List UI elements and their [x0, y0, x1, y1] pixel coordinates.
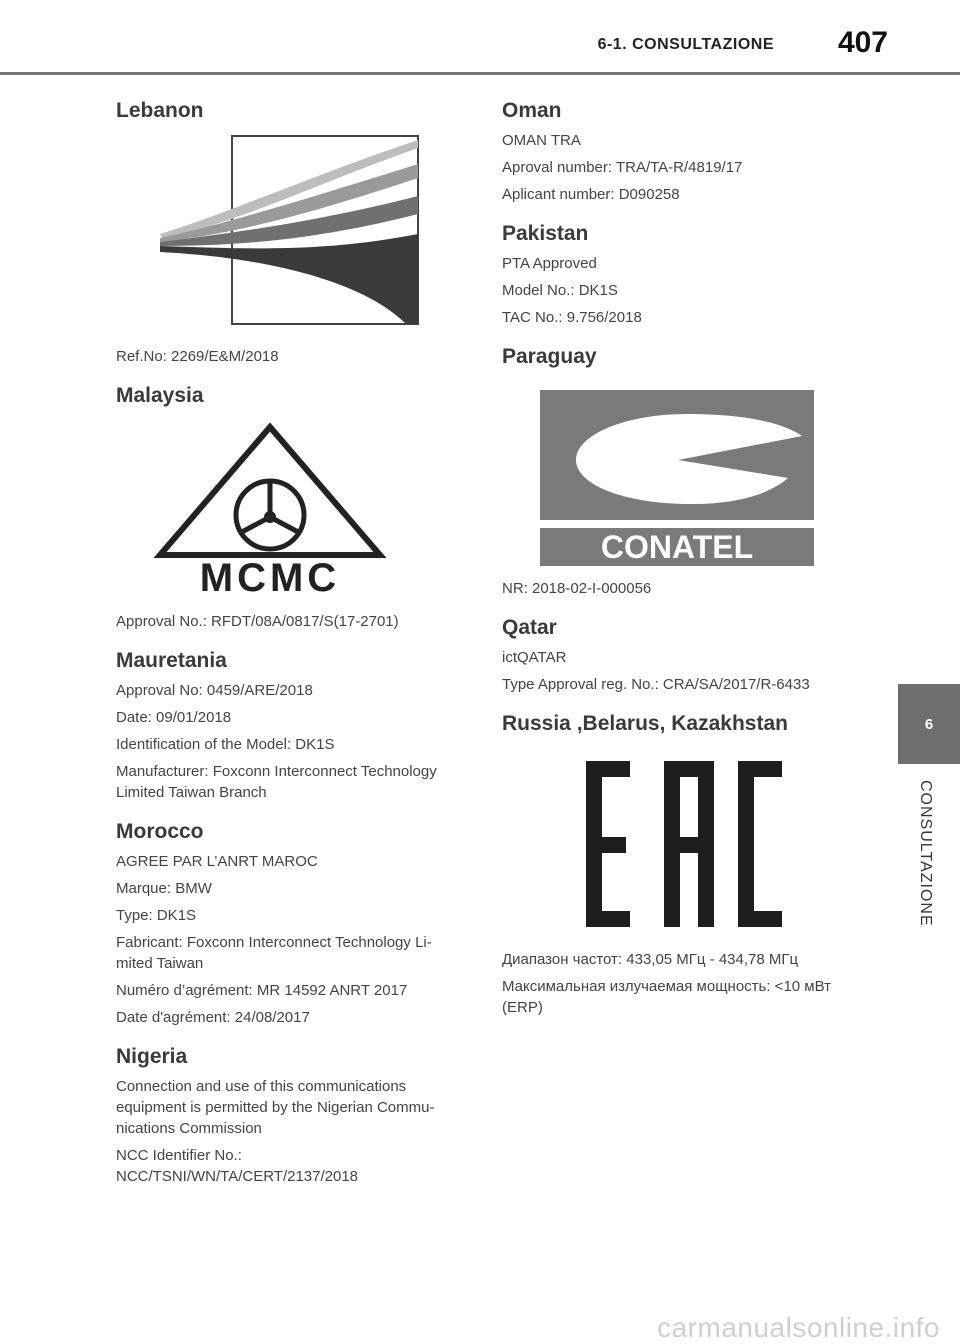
header-divider	[0, 72, 960, 75]
paraguay-line: NR: 2018-02-I-000056	[502, 580, 652, 597]
section-oman	[502, 96, 862, 205]
qatar-line: ictQATAR	[502, 649, 567, 666]
morocco-line: AGREE PAR L’ANRT MAROC	[116, 853, 318, 870]
mauretania-line: Identification of the Model: DK1S	[116, 736, 335, 753]
russia-line: Максимальная излучаемая мощность: <10 мВт (ERP)	[502, 978, 831, 1016]
section-title: 6-1. CONSULTAZIONE	[597, 36, 774, 53]
section-paraguay	[502, 342, 862, 599]
morocco-line: Fabricant: Foxconn Interconnect Technology Li-mited Taiwan	[116, 934, 432, 972]
mauretania-line: Manufacturer: Foxconn Interconnect Technology Limited Taiwan Branch	[116, 763, 437, 801]
mcmc-logo	[116, 419, 426, 599]
section-lebanon	[116, 96, 468, 367]
heading-paraguay: Paraguay	[502, 345, 597, 368]
malaysia-line: Approval No.: RFDT/08A/0817/S(17-2701)	[116, 613, 399, 630]
lebanon-line: Ref.No: 2269/E&M/2018	[116, 348, 279, 365]
pakistan-line: Model No.: DK1S	[502, 282, 618, 299]
conatel-logo	[502, 380, 862, 566]
section-russia	[502, 709, 862, 1018]
nigeria-line: NCC Identifier No.: NCC/TSNI/WN/TA/CERT/2137/2018	[116, 1147, 359, 1185]
section-malaysia	[116, 381, 468, 632]
eac-logo	[502, 747, 862, 937]
oman-line: Aproval number: TRA/TA-R/4819/17	[502, 159, 743, 176]
oman-line: Aplicant number: D090258	[502, 186, 680, 203]
morocco-line: Type: DK1S	[116, 907, 197, 924]
morocco-line: Marque: BMW	[116, 880, 212, 897]
heading-morocco: Morocco	[116, 820, 204, 843]
right-column	[502, 96, 862, 1032]
heading-oman: Oman	[502, 99, 562, 122]
conatel-logo-text: CONATEL	[600, 529, 754, 565]
page-header	[0, 0, 960, 76]
left-column	[116, 96, 468, 1201]
heading-lebanon: Lebanon	[116, 99, 204, 122]
heading-malaysia: Malaysia	[116, 384, 204, 407]
heading-nigeria: Nigeria	[116, 1045, 188, 1068]
pakistan-line: PTA Approved	[502, 255, 597, 272]
qatar-line: Type Approval reg. No.: CRA/SA/2017/R-6433	[502, 676, 810, 693]
chapter-label: CONSULTAZIONE	[917, 780, 934, 927]
morocco-line: Date d'agrément: 24/08/2017	[116, 1009, 310, 1026]
nigeria-line: Connection and use of this communications equipment is permitted by the Nigerian Commu-nications Commission	[116, 1078, 435, 1137]
heading-russia: Russia ,Belarus, Kazakhstan	[502, 712, 788, 735]
russia-line: Диапазон частот: 433,05 МГц - 434,78 МГц	[502, 951, 799, 968]
chapter-tab[interactable]: 6	[898, 684, 960, 764]
mauretania-line: Approval No: 0459/ARE/2018	[116, 682, 313, 699]
page-number: 407	[837, 26, 888, 59]
mcmc-logo-text: MCMC	[199, 556, 341, 599]
watermark: carmanualsonline.info	[657, 1312, 940, 1343]
mauretania-line: Date: 09/01/2018	[116, 709, 232, 726]
heading-pakistan: Pakistan	[502, 222, 589, 245]
section-mauretania	[116, 646, 468, 803]
section-qatar	[502, 613, 862, 695]
pakistan-line: TAC No.: 9.756/2018	[502, 309, 642, 326]
heading-mauretania: Mauretania	[116, 649, 227, 672]
section-morocco	[116, 817, 468, 1028]
oman-line: OMAN TRA	[502, 132, 581, 149]
section-pakistan	[502, 219, 862, 328]
section-nigeria	[116, 1042, 468, 1187]
lebanon-tra-logo	[116, 134, 426, 334]
morocco-line: Numéro d’agrément: MR 14592 ANRT 2017	[116, 982, 408, 999]
heading-qatar: Qatar	[502, 616, 557, 639]
